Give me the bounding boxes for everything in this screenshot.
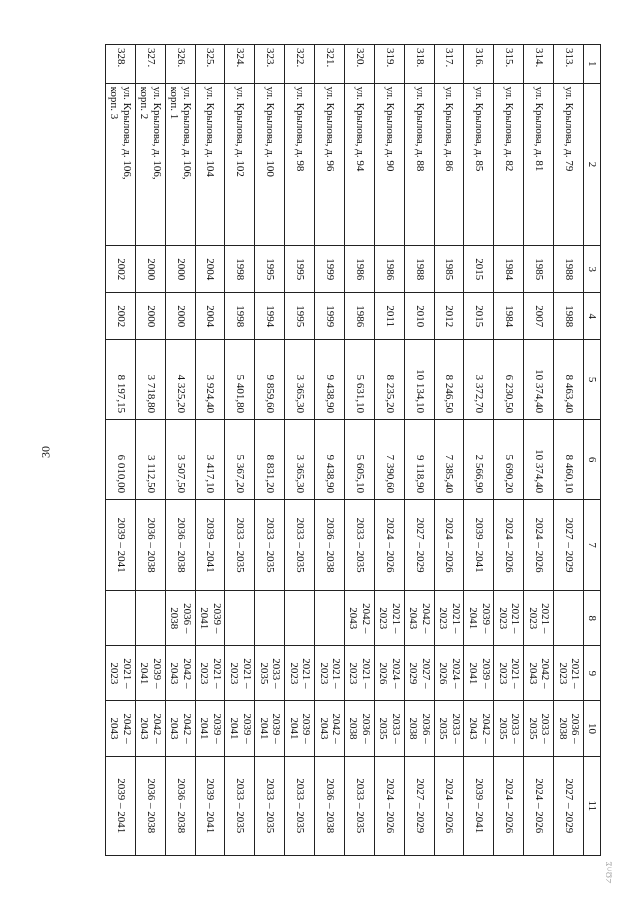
cell-period-8 <box>106 591 136 646</box>
cell-year-built: 2000 <box>135 246 165 293</box>
cell-row-number: 313. <box>554 45 584 84</box>
cell-period-9: 2027 – 2029 <box>404 646 434 701</box>
table-row <box>315 45 345 856</box>
cell-row-number: 323. <box>255 45 285 84</box>
cell-total-area: 3 924,40 <box>195 340 225 420</box>
cell-total-area: 8 463,40 <box>554 340 584 420</box>
cell-period-10: 2042 – 2043 <box>315 701 345 756</box>
cell-period-8: 2039 – 2041 <box>195 591 225 646</box>
cell-period-10: 2042 – 2043 <box>464 701 494 756</box>
cell-period-10: 2042 – 2043 <box>106 701 136 756</box>
cell-address: ул. Крылова, д. 100 <box>255 83 285 246</box>
cell-period-10: 2033 – 2035 <box>524 701 554 756</box>
cell-address: ул. Крылова, д. 85 <box>464 83 494 246</box>
cell-period-10: 2033 – 2035 <box>494 701 524 756</box>
cell-period-11: 2039 – 2041 <box>195 756 225 855</box>
cell-period-10: 2039 – 2041 <box>225 701 255 756</box>
cell-year-commissioned: 2004 <box>195 293 225 340</box>
cell-period-11: 2024 – 2026 <box>434 756 464 855</box>
table-body <box>106 45 584 856</box>
cell-address: ул. Крылова, д. 86 <box>434 83 464 246</box>
table-row <box>106 45 136 856</box>
cell-year-commissioned: 2010 <box>404 293 434 340</box>
cell-period-11: 2033 – 2035 <box>255 756 285 855</box>
cell-period-11: 2039 – 2041 <box>106 756 136 855</box>
cell-living-area: 3 417,10 <box>195 420 225 500</box>
cell-year-commissioned: 1988 <box>554 293 584 340</box>
cell-total-area: 6 230,50 <box>494 340 524 420</box>
cell-total-area: 8 246,50 <box>434 340 464 420</box>
table-header-row <box>584 45 601 856</box>
column-header-7: 7 <box>584 500 601 591</box>
cell-period-9: 2042 – 2043 <box>524 646 554 701</box>
cell-row-number: 315. <box>494 45 524 84</box>
cell-year-built: 1985 <box>434 246 464 293</box>
cell-period-9: 2021 – 2023 <box>195 646 225 701</box>
cell-year-commissioned: 1994 <box>255 293 285 340</box>
cell-period-8 <box>135 591 165 646</box>
cell-address: ул. Крылова, д. 102 <box>225 83 255 246</box>
cell-address: ул. Крылова, д. 88 <box>404 83 434 246</box>
column-header-8: 8 <box>584 591 601 646</box>
table-row <box>434 45 464 856</box>
cell-period-9: 2039 – 2041 <box>464 646 494 701</box>
cell-period-10: 2039 – 2041 <box>255 701 285 756</box>
cell-address: ул. Крылова, д. 82 <box>494 83 524 246</box>
cell-address: ул. Крылова, д. 81 <box>524 83 554 246</box>
cell-period-11: 2027 – 2029 <box>404 756 434 855</box>
cell-total-area: 3 372,70 <box>464 340 494 420</box>
cell-period-7: 2024 – 2026 <box>494 500 524 591</box>
cell-living-area: 5 690,20 <box>494 420 524 500</box>
cell-row-number: 325. <box>195 45 225 84</box>
cell-period-7: 2036 – 2038 <box>165 500 195 591</box>
cell-address: ул. Крылова, д. 106, корп. 2 <box>135 83 165 246</box>
cell-year-commissioned: 2002 <box>106 293 136 340</box>
cell-living-area: 2 566,90 <box>464 420 494 500</box>
cell-period-8: 2021 – 2023 <box>374 591 404 646</box>
cell-address: ул. Крылова, д. 96 <box>315 83 345 246</box>
cell-year-built: 1998 <box>225 246 255 293</box>
column-header-6: 6 <box>584 420 601 500</box>
cell-total-area: 5 631,10 <box>345 340 375 420</box>
rotated-table-container <box>105 44 601 856</box>
cell-year-built: 2000 <box>165 246 195 293</box>
cell-period-9: 2021 – 2023 <box>106 646 136 701</box>
cell-period-11: 2024 – 2026 <box>374 756 404 855</box>
column-header-2: 2 <box>584 83 601 246</box>
cell-row-number: 322. <box>285 45 315 84</box>
cell-period-7: 2039 – 2041 <box>195 500 225 591</box>
cell-period-7: 2027 – 2029 <box>404 500 434 591</box>
column-header-1: 1 <box>584 45 601 84</box>
table-row <box>165 45 195 856</box>
cell-row-number: 321. <box>315 45 345 84</box>
cell-period-11: 2036 – 2038 <box>165 756 195 855</box>
cell-total-area: 4 325,20 <box>165 340 195 420</box>
table-row <box>494 45 524 856</box>
cell-period-9: 2042 – 2043 <box>165 646 195 701</box>
cell-row-number: 328. <box>106 45 136 84</box>
cell-address: ул. Крылова, д. 94 <box>345 83 375 246</box>
cell-period-7: 2033 – 2035 <box>285 500 315 591</box>
cell-period-9: 2021 – 2023 <box>554 646 584 701</box>
column-header-4: 4 <box>584 293 601 340</box>
cell-year-commissioned: 1984 <box>494 293 524 340</box>
cell-year-commissioned: 2000 <box>135 293 165 340</box>
table-row <box>345 45 375 856</box>
table-row <box>285 45 315 856</box>
cell-period-8: 2039 – 2041 <box>464 591 494 646</box>
cell-period-9: 2033 – 2035 <box>255 646 285 701</box>
cell-period-8: 2042 – 2043 <box>404 591 434 646</box>
cell-address: ул. Крылова, д. 90 <box>374 83 404 246</box>
cell-year-built: 2004 <box>195 246 225 293</box>
cell-address: ул. Крылова, д. 106, корп. 1 <box>165 83 195 246</box>
cell-year-commissioned: 2011 <box>374 293 404 340</box>
cell-period-10: 2042 – 2043 <box>165 701 195 756</box>
cell-row-number: 317. <box>434 45 464 84</box>
cell-period-9: 2039 – 2041 <box>135 646 165 701</box>
cell-period-10: 2036 – 2038 <box>404 701 434 756</box>
cell-living-area: 8 460,10 <box>554 420 584 500</box>
cell-total-area: 3 365,30 <box>285 340 315 420</box>
cell-period-8: 2036 – 2038 <box>165 591 195 646</box>
cell-row-number: 316. <box>464 45 494 84</box>
cell-year-commissioned: 1999 <box>315 293 345 340</box>
cell-living-area: 6 010,00 <box>106 420 136 500</box>
cell-year-commissioned: 2007 <box>524 293 554 340</box>
cell-period-9: 2021 – 2023 <box>494 646 524 701</box>
cell-period-7: 2036 – 2038 <box>135 500 165 591</box>
cell-period-11: 2033 – 2035 <box>285 756 315 855</box>
cell-row-number: 327. <box>135 45 165 84</box>
cell-period-11: 2039 – 2041 <box>464 756 494 855</box>
table-row <box>135 45 165 856</box>
cell-period-10: 2036 – 2038 <box>554 701 584 756</box>
cell-living-area: 9 118,90 <box>404 420 434 500</box>
cell-year-commissioned: 2000 <box>165 293 195 340</box>
cell-period-10: 2033 – 2035 <box>374 701 404 756</box>
cell-period-10: 2039 – 2041 <box>195 701 225 756</box>
cell-period-8 <box>255 591 285 646</box>
cell-period-11: 2036 – 2038 <box>135 756 165 855</box>
cell-period-8: 2021 – 2023 <box>434 591 464 646</box>
cell-period-9: 2024 – 2026 <box>374 646 404 701</box>
cell-period-11: 2036 – 2038 <box>315 756 345 855</box>
cell-period-7: 2033 – 2035 <box>255 500 285 591</box>
cell-year-built: 1988 <box>554 246 584 293</box>
table-row <box>404 45 434 856</box>
cell-period-9: 2021 – 2023 <box>285 646 315 701</box>
cell-period-7: 2024 – 2026 <box>434 500 464 591</box>
cell-period-7: 2039 – 2041 <box>464 500 494 591</box>
cell-row-number: 320. <box>345 45 375 84</box>
cell-year-built: 1995 <box>285 246 315 293</box>
cell-period-9: 2024 – 2026 <box>434 646 464 701</box>
cell-period-7: 2039 – 2041 <box>106 500 136 591</box>
table-row <box>524 45 554 856</box>
cell-row-number: 324. <box>225 45 255 84</box>
cell-period-9: 2021 – 2023 <box>315 646 345 701</box>
cell-total-area: 9 859,60 <box>255 340 285 420</box>
column-header-5: 5 <box>584 340 601 420</box>
cell-living-area: 7 390,60 <box>374 420 404 500</box>
cell-living-area: 3 365,30 <box>285 420 315 500</box>
column-header-10: 10 <box>584 701 601 756</box>
cell-period-8: 2042 – 2043 <box>345 591 375 646</box>
cell-living-area: 3 112,50 <box>135 420 165 500</box>
cell-living-area: 10 374,40 <box>524 420 554 500</box>
cell-row-number: 314. <box>524 45 554 84</box>
cell-living-area: 5 605,10 <box>345 420 375 500</box>
table-row <box>195 45 225 856</box>
cell-period-11: 2033 – 2035 <box>225 756 255 855</box>
cell-period-8: 2021 – 2023 <box>494 591 524 646</box>
cell-period-7: 2024 – 2026 <box>374 500 404 591</box>
cell-living-area: 8 831,20 <box>255 420 285 500</box>
cell-period-10: 2033 – 2035 <box>434 701 464 756</box>
cell-living-area: 9 438,90 <box>315 420 345 500</box>
cell-period-9: 2021 – 2023 <box>345 646 375 701</box>
cell-living-area: 5 367,20 <box>225 420 255 500</box>
table-row <box>374 45 404 856</box>
cell-period-10: 2036 – 2038 <box>345 701 375 756</box>
column-header-9: 9 <box>584 646 601 701</box>
cell-living-area: 7 385,40 <box>434 420 464 500</box>
cell-total-area: 3 718,80 <box>135 340 165 420</box>
cell-year-commissioned: 1995 <box>285 293 315 340</box>
column-header-11: 11 <box>584 756 601 855</box>
cell-period-11: 2024 – 2026 <box>494 756 524 855</box>
column-header-3: 3 <box>584 246 601 293</box>
cell-total-area: 5 401,80 <box>225 340 255 420</box>
cell-year-commissioned: 2012 <box>434 293 464 340</box>
cell-year-built: 1995 <box>255 246 285 293</box>
cell-period-8 <box>554 591 584 646</box>
cell-period-7: 2036 – 2038 <box>315 500 345 591</box>
cell-year-commissioned: 1986 <box>345 293 375 340</box>
table-row <box>225 45 255 856</box>
cell-period-7: 2033 – 2035 <box>345 500 375 591</box>
table-row <box>255 45 285 856</box>
cell-address: ул. Крылова, д. 79 <box>554 83 584 246</box>
cell-living-area: 3 507,50 <box>165 420 195 500</box>
cell-year-built: 2015 <box>464 246 494 293</box>
cell-year-built: 1988 <box>404 246 434 293</box>
cell-period-11: 2027 – 2029 <box>554 756 584 855</box>
cell-period-7: 2033 – 2035 <box>225 500 255 591</box>
cell-address: ул. Крылова, д. 104 <box>195 83 225 246</box>
cell-period-8: 2021 – 2023 <box>524 591 554 646</box>
cell-row-number: 319. <box>374 45 404 84</box>
cell-period-8 <box>315 591 345 646</box>
cell-period-10: 2039 – 2041 <box>285 701 315 756</box>
cell-total-area: 8 197,15 <box>106 340 136 420</box>
cell-year-built: 1984 <box>494 246 524 293</box>
cell-year-commissioned: 1998 <box>225 293 255 340</box>
cell-total-area: 8 235,20 <box>374 340 404 420</box>
cell-period-9: 2021 – 2023 <box>225 646 255 701</box>
cell-period-10: 2042 – 2043 <box>135 701 165 756</box>
cell-total-area: 9 438,90 <box>315 340 345 420</box>
cell-total-area: 10 134,10 <box>404 340 434 420</box>
cell-year-built: 2002 <box>106 246 136 293</box>
data-table <box>105 44 601 856</box>
cell-period-7: 2024 – 2026 <box>524 500 554 591</box>
table-row <box>554 45 584 856</box>
cell-year-built: 1986 <box>374 246 404 293</box>
cell-period-11: 2033 – 2035 <box>345 756 375 855</box>
cell-period-8 <box>285 591 315 646</box>
cell-period-8 <box>225 591 255 646</box>
stamp-mark: ∠Ω∩Σ <box>604 861 614 885</box>
cell-row-number: 326. <box>165 45 195 84</box>
cell-total-area: 10 374,40 <box>524 340 554 420</box>
page-number: 30 <box>38 446 53 458</box>
cell-address: ул. Крылова, д. 106, корп. 3 <box>106 83 136 246</box>
cell-address: ул. Крылова, д. 98 <box>285 83 315 246</box>
cell-period-11: 2024 – 2026 <box>524 756 554 855</box>
cell-row-number: 318. <box>404 45 434 84</box>
table-row <box>464 45 494 856</box>
cell-year-built: 1985 <box>524 246 554 293</box>
cell-year-commissioned: 2015 <box>464 293 494 340</box>
cell-year-built: 1999 <box>315 246 345 293</box>
cell-period-7: 2027 – 2029 <box>554 500 584 591</box>
cell-year-built: 1986 <box>345 246 375 293</box>
